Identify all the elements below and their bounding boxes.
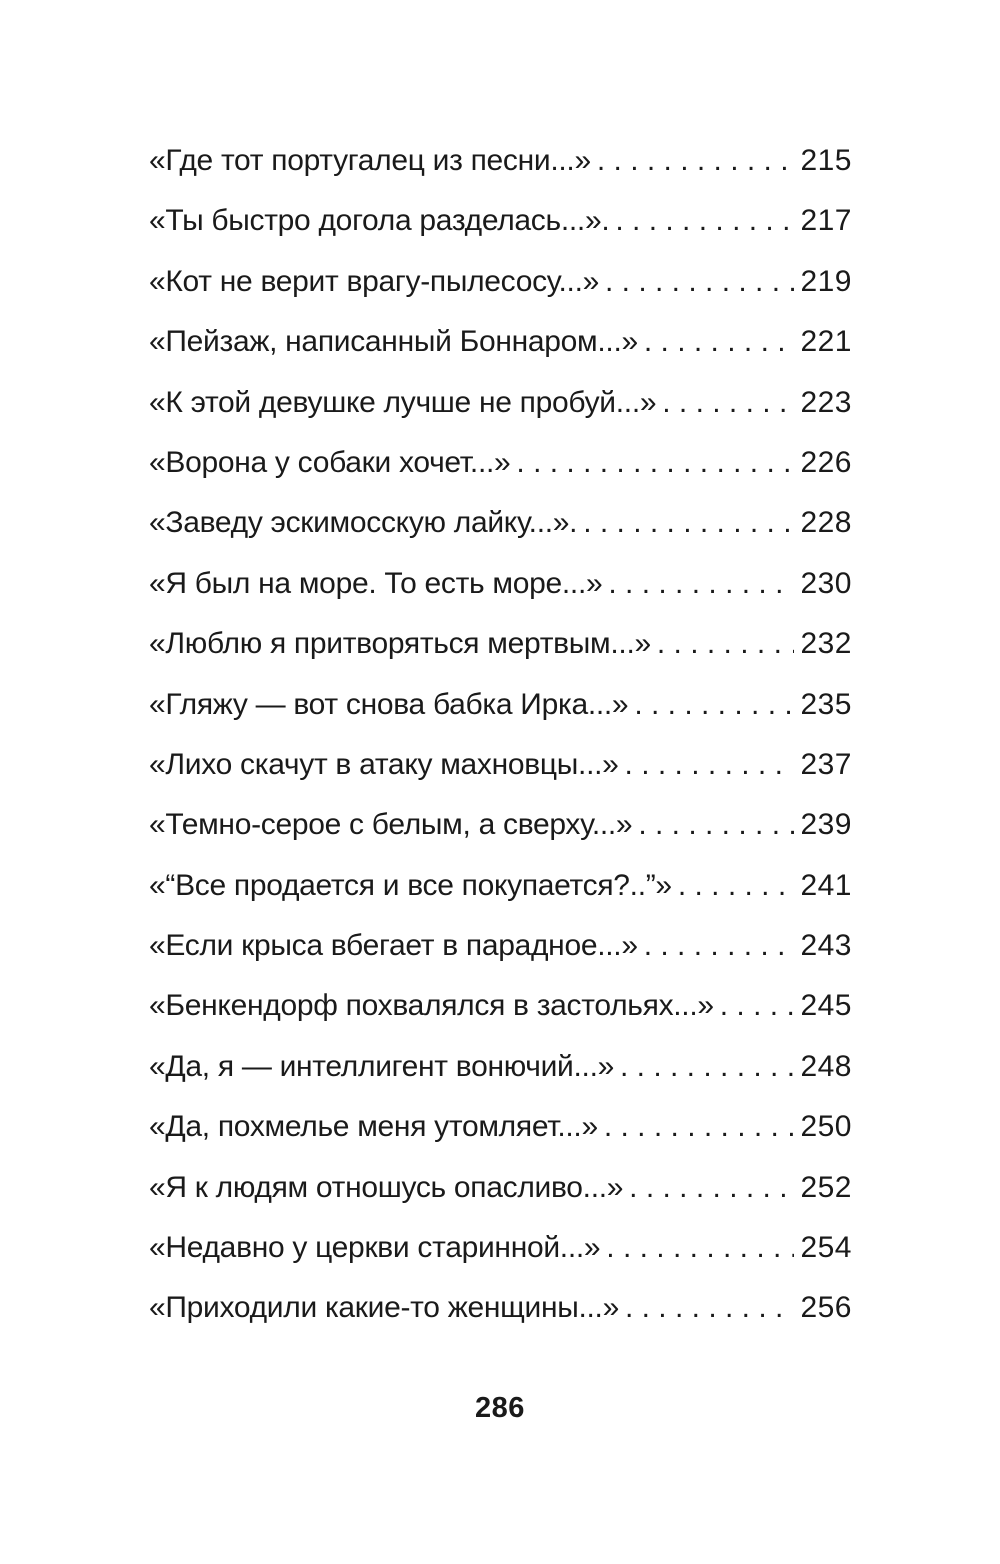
toc-entry-title: «Да, я — интеллигент вонючий...» xyxy=(149,1049,614,1083)
toc-dot-leader xyxy=(597,131,795,191)
toc-dot-leader xyxy=(634,675,794,735)
toc-dot-leader xyxy=(604,1097,795,1157)
toc-entry xyxy=(149,493,852,553)
toc-entry-page: 254 xyxy=(800,1231,852,1265)
toc-entry-title: «Недавно у церкви старинной...» xyxy=(149,1231,601,1265)
toc-entry-title: «Где тот португалец из песни...» xyxy=(149,144,591,177)
toc-entry-page: 228 xyxy=(800,506,852,540)
toc-entry xyxy=(149,1158,852,1218)
toc-entry xyxy=(149,554,852,614)
toc-dot-leader xyxy=(625,1278,794,1338)
toc-dot-leader xyxy=(620,1037,794,1097)
toc-entry xyxy=(149,252,852,312)
toc-entry xyxy=(149,1097,852,1157)
toc-entry-title: «Я к людям отношусь опасливо...» xyxy=(149,1170,624,1204)
toc-entry-title: «Гляжу — вот снова бабка Ирка...» xyxy=(149,687,629,721)
toc-entry xyxy=(149,1037,852,1097)
toc-entry-page: 241 xyxy=(800,868,852,902)
toc-entry-page: 226 xyxy=(800,445,852,479)
toc-entry-page: 245 xyxy=(800,989,852,1023)
toc-entry-title: «К этой девушке лучше не пробуй...» xyxy=(149,385,657,419)
toc-entry-page: 217 xyxy=(800,204,852,238)
toc-entry-title: «Если крыса вбегает в парадное...» xyxy=(149,929,638,963)
toc-entry-title: «Я был на море. То есть море...» xyxy=(149,566,603,600)
toc-entry-page: 256 xyxy=(800,1291,852,1325)
toc-entry-page: 221 xyxy=(800,325,852,359)
toc-entry-title: «Ты быстро догола разделась...». xyxy=(149,204,610,238)
toc-dot-leader xyxy=(625,735,795,795)
toc-entry xyxy=(149,373,852,433)
toc-dot-leader xyxy=(516,433,794,493)
toc-entry-title: «“Все продается и все покупается?..”» xyxy=(149,868,672,902)
toc-entry-page: 250 xyxy=(800,1110,852,1144)
toc-entry-title: «Приходили какие-то женщины...» xyxy=(149,1291,619,1325)
toc-entry-page: 219 xyxy=(800,264,852,298)
toc-dot-leader xyxy=(644,916,795,976)
toc-entry xyxy=(149,795,852,855)
toc-dot-leader xyxy=(720,976,795,1036)
toc-entry-page: 232 xyxy=(800,627,852,661)
page-number: 286 xyxy=(475,1392,525,1424)
toc-entry-title: «Люблю я притворяться мертвым...» xyxy=(149,627,651,661)
toc-entry xyxy=(149,191,852,251)
toc-entry-page: 252 xyxy=(800,1170,852,1204)
toc-entry-page: 243 xyxy=(800,929,852,963)
toc-entry-title: «Лихо скачут в атаку махновцы...» xyxy=(149,747,619,781)
toc-entry xyxy=(149,856,852,916)
toc-entry xyxy=(149,916,852,976)
toc-entry xyxy=(149,1278,852,1338)
toc-dot-leader xyxy=(629,1158,794,1218)
toc-dot-leader xyxy=(678,856,795,916)
toc-entry xyxy=(149,1218,852,1278)
toc-entry-page: 248 xyxy=(800,1049,852,1083)
toc-entry-page: 230 xyxy=(800,566,852,600)
toc-entry-title: «Ворона у собаки хочет...» xyxy=(149,445,511,479)
toc-dot-leader xyxy=(608,554,794,614)
toc-dot-leader xyxy=(644,312,795,372)
toc-entry-page: 239 xyxy=(800,808,852,842)
toc-entry-page: 223 xyxy=(800,385,852,419)
toc-entry xyxy=(149,433,852,493)
toc-dot-leader xyxy=(605,252,794,312)
toc-entry xyxy=(149,976,852,1036)
toc-entry-title: «Кот не верит врагу-пылесосу...» xyxy=(149,264,599,298)
toc-entry xyxy=(149,312,852,372)
toc-entry-title: «Заведу эскимосскую лайку...». xyxy=(149,506,578,540)
table-of-contents xyxy=(149,131,852,1339)
toc-entry xyxy=(149,131,852,191)
toc-entry-page: 237 xyxy=(800,747,852,781)
toc-entry xyxy=(149,614,852,674)
toc-entry-title: «Пейзаж, написанный Боннаром...» xyxy=(149,325,638,359)
toc-entry-title: «Бенкендорф похвалялся в застольях...» xyxy=(149,989,714,1023)
toc-entry-title: «Темно-серое с белым, а сверху...» xyxy=(149,808,633,842)
toc-dot-leader xyxy=(662,373,794,433)
toc-dot-leader xyxy=(606,1218,794,1278)
toc-dot-leader xyxy=(657,614,795,674)
toc-dot-leader xyxy=(583,493,794,553)
toc-entry xyxy=(149,735,852,795)
toc-dot-leader xyxy=(638,795,794,855)
toc-entry-title: «Да, похмелье меня утомляет...» xyxy=(149,1110,598,1144)
toc-entry xyxy=(149,675,852,735)
toc-entry-page: 235 xyxy=(800,687,852,721)
toc-dot-leader xyxy=(615,191,794,251)
toc-entry-page: 215 xyxy=(800,144,852,177)
